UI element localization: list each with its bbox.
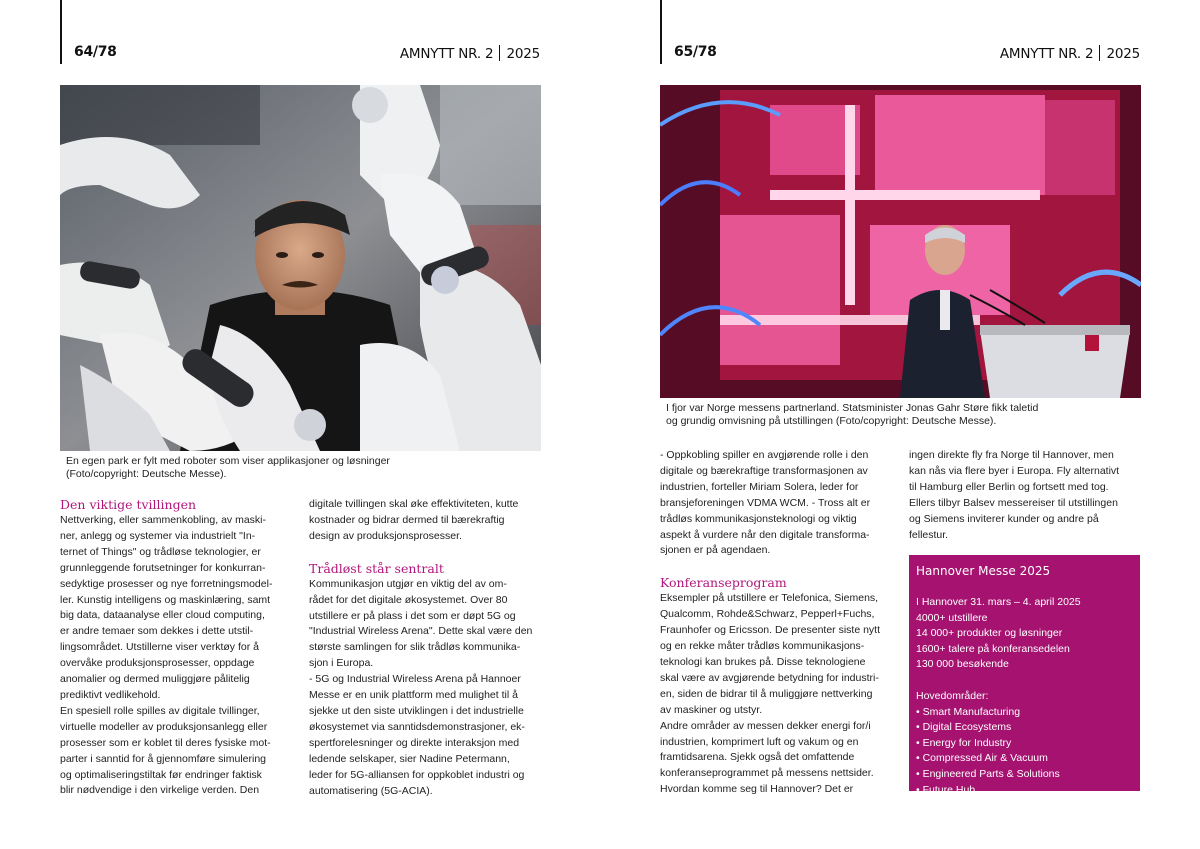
area-item: • Energy for Industry (916, 736, 1012, 749)
paragraph: - Oppkobling spiller en avgjørende rolle i den digitale og bærekraftige transformasjonen av industrien, forteller Miriam Solera, leder for bransjeforeningen VDMA WCM. - Tross alt er trådløs kommunikasjonsteknologi og viktig aspekt å vurdere når den digitale transforma- sjonen er på agendaen. (660, 449, 871, 557)
fact-box-title: Hannover Messe 2025 (916, 564, 1051, 578)
issue-year: 2025 (1106, 46, 1140, 62)
article-column-2 (309, 497, 549, 799)
areas-label: Hovedområder: (916, 689, 989, 702)
issue-label (1000, 45, 1140, 62)
paragraph: Kommunikasjon utgjør en viktig del av om- rådet for det digitale økosystemet. Over 80 utstillere er på plass i det som er døpt 5G og "Industrial Wireless Arena". Dette skal være den største samlingen for slik trådløs kommunika- sjon i Europa. (309, 577, 533, 670)
fact-line: I Hannover 31. mars – 4. april 2025 (916, 596, 1081, 608)
photo-caption (666, 402, 1146, 428)
issue-name: AMNYTT NR. 2 (999, 46, 1094, 62)
paragraph: digitale tvillingen skal øke effektiviteten, kutte kostnader og bidrar dermed til bærekraftig design av produksjonsprosesser. (309, 498, 519, 542)
header-rule (660, 0, 662, 64)
robot-park-photo (60, 85, 541, 451)
caption-line: og grundig omvisning på utstillingen (Foto/copyright: Deutsche Messe). (666, 415, 997, 427)
paragraph: - 5G og Industrial Wireless Arena på Hannoer Messe er en unik plattform med mulighet til å sjekke ut den siste utviklingen i det industrielle økosystemet via sanntidsdemonstrasjoner, ek- spertforelesninger og direkte interaksjon med ledende selskaper, sier Nadine Petermann, leder for 5G-alliansen for oppkoblet industri og automatisering (5G-ACIA). (309, 673, 525, 797)
area-item: • Compressed Air & Vacuum (916, 752, 1048, 765)
fact-line: 4000+ utstillere (916, 611, 988, 624)
area-item: • Smart Manufacturing (916, 705, 1021, 718)
issue-year: 2025 (506, 46, 540, 62)
paragraph: Eksempler på utstillere er Telefonica, Siemens, Qualcomm, Rohde&Schwarz, Pepperl+Fuchs, Fraunhofer og Ericsson. De presenter siste nytt og en rekke måter trådløs kommunikasjons- teknologi kan brukes på. Disse teknologiene skal være av avgjørende betydning for industri- en, siden de bidrar til å muliggjøre nettverking av maskiner og utstyr. (660, 592, 881, 716)
paragraph: Andre områder av messen dekker energi for/i industrien, komprimert luft og vakum og en framtidsarena. Sjekk også det omfattende konferanseprogrammet på messens nettsider. Hvordan komme seg til Hannover? Det er (660, 719, 874, 796)
area-item: • Engineered Parts & Solutions (916, 767, 1060, 780)
paragraph: En spesiell rolle spilles av digitale tvillinger, virtuelle modeller av produksjonsanlegg eller prosesser som er koblet til deres fysiske mot- parter i sanntid for å gjennomføre simulering og optimaliseringstiltak før endringer faktisk blir nødvendige i den virkelige verden. Den (60, 704, 271, 797)
section-heading: Trådløst står sentralt (309, 560, 444, 576)
article-column-1 (60, 497, 300, 799)
article-column-2 (909, 448, 1149, 543)
caption-line: I fjor var Norge messens partnerland. Statsminister Jonas Gahr Støre fikk taletid (666, 402, 1039, 414)
issue-name: AMNYTT NR. 2 (399, 46, 494, 62)
area-item: • Future Hub (916, 783, 976, 796)
page-number: 65/78 (674, 44, 717, 60)
page-number: 64/78 (74, 44, 117, 60)
header-rule (60, 0, 62, 64)
article-column-1 (660, 448, 900, 798)
caption-line: En egen park er fylt med roboter som viser applikasjoner og løsninger (66, 455, 390, 467)
issue-label (400, 45, 540, 62)
photo-caption (66, 455, 546, 481)
paragraph: ingen direkte fly fra Norge til Hannover, men kan nås via flere byer i Europa. Fly alternativt til Hamburg eller Berlin og fortsett med tog. Ellers tilbyr Balsev messereiser til utstillingen og Siemens inviterer kunder og andre på fellestur. (909, 449, 1120, 541)
section-heading: Konferanseprogram (660, 575, 787, 591)
fact-box (909, 555, 1140, 796)
fact-line: 1600+ talere på konferansedelen (916, 642, 1070, 655)
caption-line: (Foto/copyright: Deutsche Messe). (66, 468, 227, 480)
area-item: • Digital Ecosystems (916, 721, 1012, 734)
fact-line: 14 000+ produkter og løsninger (916, 627, 1063, 640)
prime-minister-speech-photo (660, 85, 1141, 398)
paragraph: Nettverking, eller sammenkobling, av maski- ner, anlegg og systemer via industrielt "In- ternet of Things" og trådløse teknologier, er grunnleggende forutsetninger for konkurran- sedyktige prosesser og nye forretningsmodel- ler. Kunstig intelligens og maskinlæring, samt big data, dataanalyse eller cloud computing, er andre temaer som dekkes i dette utstil- lingsområdet. Utstillerne viser verktøy for å overvåke produksjonsprosesser, oppdage anomalier og dermed muliggjøre pålitelig prediktivt vedlikehold. (60, 514, 273, 701)
section-heading: Den viktige tvillingen (60, 497, 197, 512)
fact-line: 130 000 besøkende (916, 658, 1009, 671)
